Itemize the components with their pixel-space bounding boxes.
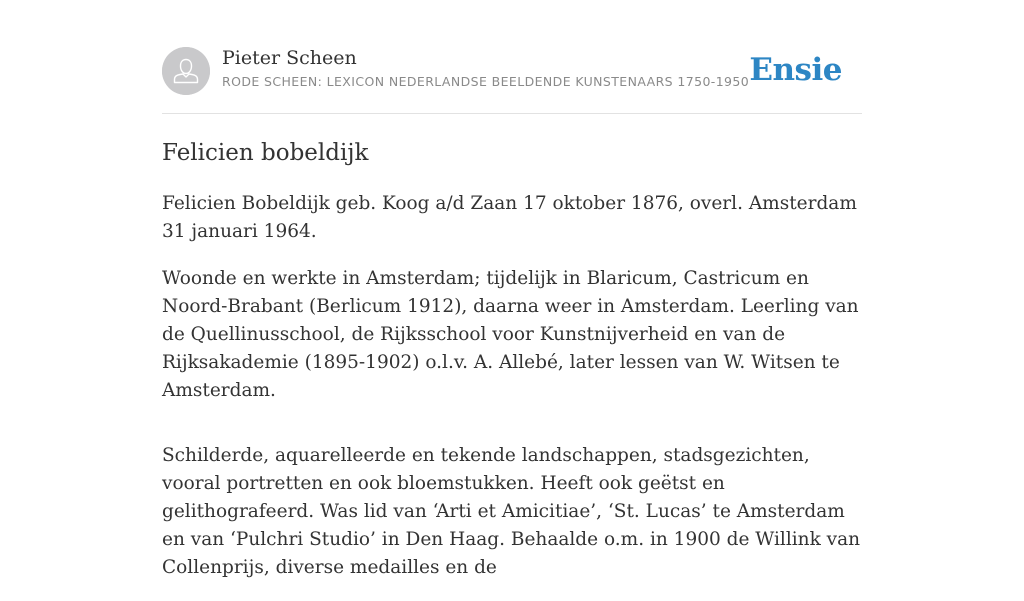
source-title[interactable]: RODE SCHEEN: LEXICON NEDERLANDSE BEELDENDE KUNSTENAARS 1750-1950: [222, 74, 750, 89]
header-divider: [162, 113, 862, 114]
author-name[interactable]: Pieter Scheen: [222, 47, 357, 69]
paragraph-birth: Felicien Bobeldijk geb. Koog a/d Zaan 17 oktober 1876, overl. Amsterdam 31 januari 1964.: [162, 193, 857, 242]
page-title: Felicien bobeldijk: [162, 140, 369, 166]
user-avatar-icon[interactable]: [162, 47, 210, 95]
paragraph-work: Schilderde, aquarelleerde en tekende landschappen, stadsgezichten, vooral portretten en ook bloemstukken. Heeft ook geëtst en gelithografeerd. Was lid van ‘Arti et Amicitiae’, ‘St. Lucas’ te Amsterdam en van ‘Pulchri Studio’ in Den Haag. Behaalde o.m. in 1900 de Willink van Collenprijs, diverse medailles en de: [162, 445, 861, 578]
article-header: [162, 46, 862, 96]
ensie-logo[interactable]: Ensie: [749, 52, 842, 88]
paragraph-career: Woonde en werkte in Amsterdam; tijdelijk in Blaricum, Castricum en Noord-Brabant (Berlicum 1912), daarna weer in Amsterdam. Leerling van de Quellinusschool, de Rijksschool voor Kunstnijverheid en van de Rijksakademie (1895-1902) o.l.v. A. Allebé, later lessen van W. Witsen te Amsterdam.: [162, 268, 859, 401]
article-body: [162, 190, 862, 601]
